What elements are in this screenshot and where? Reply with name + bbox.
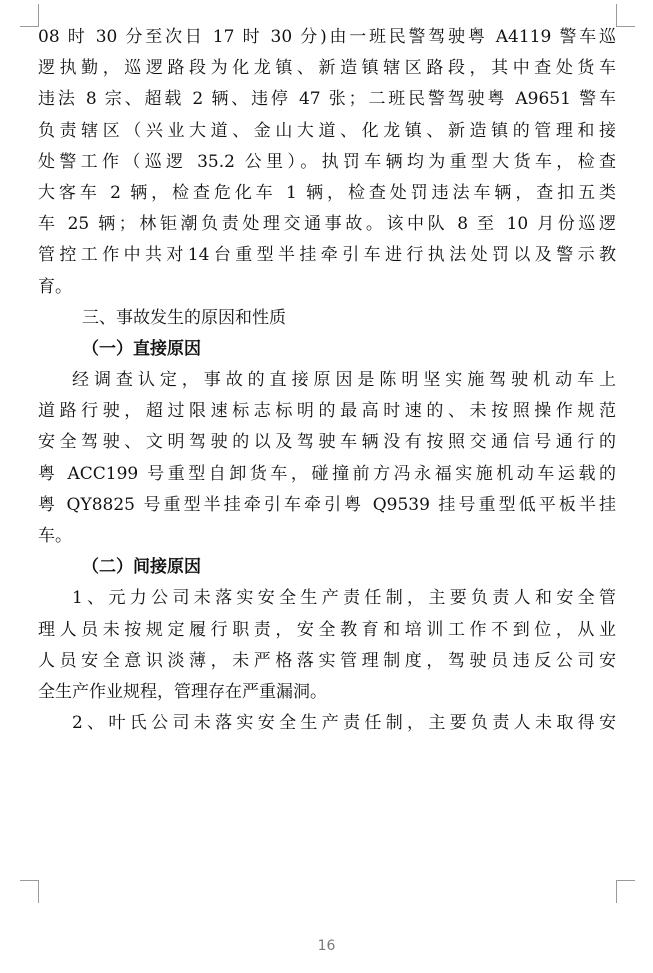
text-line: 安全驾驶、文明驾驶的以及驾驶车辆没有按照交通信号通行的: [38, 432, 616, 453]
text-line: 粤 ACC199 号重型自卸货车，碰撞前方冯永福实施机动车运载的: [38, 463, 616, 484]
document-body: [38, 22, 616, 739]
subsection-heading: （一）直接原因: [82, 338, 201, 359]
text-line: 逻执勤，巡逻路段为化龙镇、新造镇辖区路段，其中查处货车: [38, 58, 616, 79]
subsection-heading: （二）间接原因: [82, 557, 201, 578]
text-line: 2、叶氏公司未落实安全生产责任制，主要负责人未取得安: [72, 713, 616, 734]
crop-mark-bottom-left: [20, 880, 39, 903]
text-line: 经调查认定，事故的直接原因是陈明坚实施驾驶机动车上: [72, 370, 616, 391]
section-heading: 三、事故发生的原因和性质: [82, 307, 286, 328]
crop-mark-top-right: [616, 4, 635, 27]
text-line: 全生产作业规程，管理存在严重漏洞。: [38, 681, 327, 702]
text-line: 粤 QY8825 号重型半挂牵引车牵引粤 Q9539 挂号重型低平板半挂: [38, 494, 616, 515]
crop-mark-bottom-right: [616, 880, 635, 903]
text-line: 处警工作（巡逻 35.2 公里）。执罚车辆均为重型大货车，检查: [38, 151, 616, 172]
text-line: 管控工作中共对14台重型半挂牵引车进行执法处罚以及警示教: [38, 245, 616, 266]
crop-mark-top-left: [20, 4, 39, 27]
text-line: 道路行驶，超过限速标志标明的最高时速的、未按照操作规范: [38, 401, 616, 422]
text-line: 负责辖区（兴业大道、金山大道、化龙镇、新造镇的管理和接: [38, 120, 616, 141]
text-line: 育。: [38, 276, 72, 297]
text-line: 大客车 2 辆，检查危化车 1 辆，检查处罚违法车辆，查扣五类: [38, 182, 616, 203]
text-line: 1、元力公司未落实安全生产责任制，主要负责人和安全管: [72, 588, 616, 609]
text-line: 违法 8 宗、超载 2 辆、违停 47 张；二班民警驾驶粤 A9651 警车: [38, 89, 616, 110]
text-line: 车 25 辆；林钜潮负责处理交通事故。该中队 8 至 10 月份巡逻: [38, 214, 616, 235]
text-line: 人员安全意识淡薄，未严格落实管理制度，驾驶员违反公司安: [38, 650, 616, 671]
text-line: 车。: [38, 526, 72, 546]
page-number: 16: [317, 938, 336, 954]
text-line: 理人员未按规定履行职责，安全教育和培训工作不到位，从业: [38, 619, 616, 640]
text-line: 08 时 30 分至次日 17 时 30 分)由一班民警驾驶粤 A4119 警车巡: [38, 27, 616, 47]
